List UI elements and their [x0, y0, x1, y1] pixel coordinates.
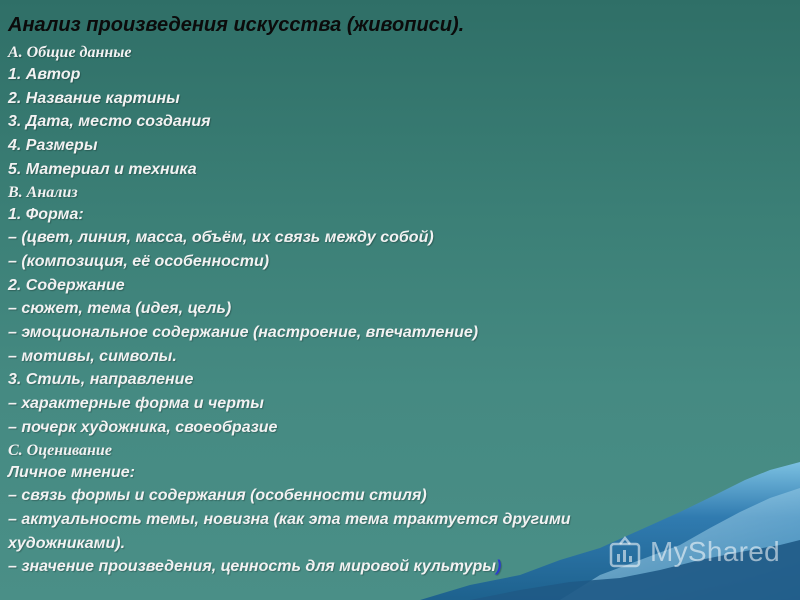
- list-item: 4. Размеры: [8, 137, 98, 155]
- myshared-watermark: [608, 532, 788, 576]
- list-item: Личное мнение:: [8, 463, 135, 481]
- list-item: – связь формы и содержания (особенности стиля): [8, 487, 427, 505]
- list-item: – сюжет, тема (идея, цель): [8, 300, 232, 318]
- list-item: – характерные форма и черты: [8, 395, 264, 413]
- last-item-text: – значение произведения, ценность для мировой культуры: [8, 558, 496, 576]
- list-item: 1. Автор: [8, 66, 81, 83]
- list-item: 5. Материал и техника: [8, 160, 197, 178]
- slide-content: [8, 10, 788, 579]
- section-heading-b: B. Анализ: [8, 183, 78, 201]
- list-item: – почерк художника, своеобразие: [8, 418, 278, 436]
- list-item: 1. Форма:: [8, 205, 84, 223]
- myshared-logo-icon: [608, 536, 644, 570]
- page-title: Анализ произведения искусства (живописи).: [8, 14, 465, 36]
- closing-paren: ): [495, 558, 502, 576]
- list-item: 3. Стиль, направление: [8, 371, 194, 389]
- section-heading-c: C. Оценивание: [8, 441, 112, 459]
- list-item: – эмоциональное содержание (настроение, впечатление): [8, 324, 479, 342]
- list-item: художниками).: [8, 534, 126, 552]
- list-item: – актуальность темы, новизна (как эта тема трактуется другими: [8, 510, 571, 528]
- list-item: 2. Название картины: [8, 89, 180, 107]
- list-item: – (цвет, линия, масса, объём, их связь между собой): [8, 229, 434, 247]
- list-item: 3. Дата, место создания: [8, 113, 211, 131]
- watermark-text: MyShared: [650, 536, 781, 567]
- list-item: 2. Содержание: [8, 276, 125, 294]
- section-heading-a: A. Общие данные: [8, 44, 132, 61]
- list-item: – мотивы, символы.: [8, 347, 177, 365]
- list-item: – (композиция, её особенности): [8, 252, 270, 270]
